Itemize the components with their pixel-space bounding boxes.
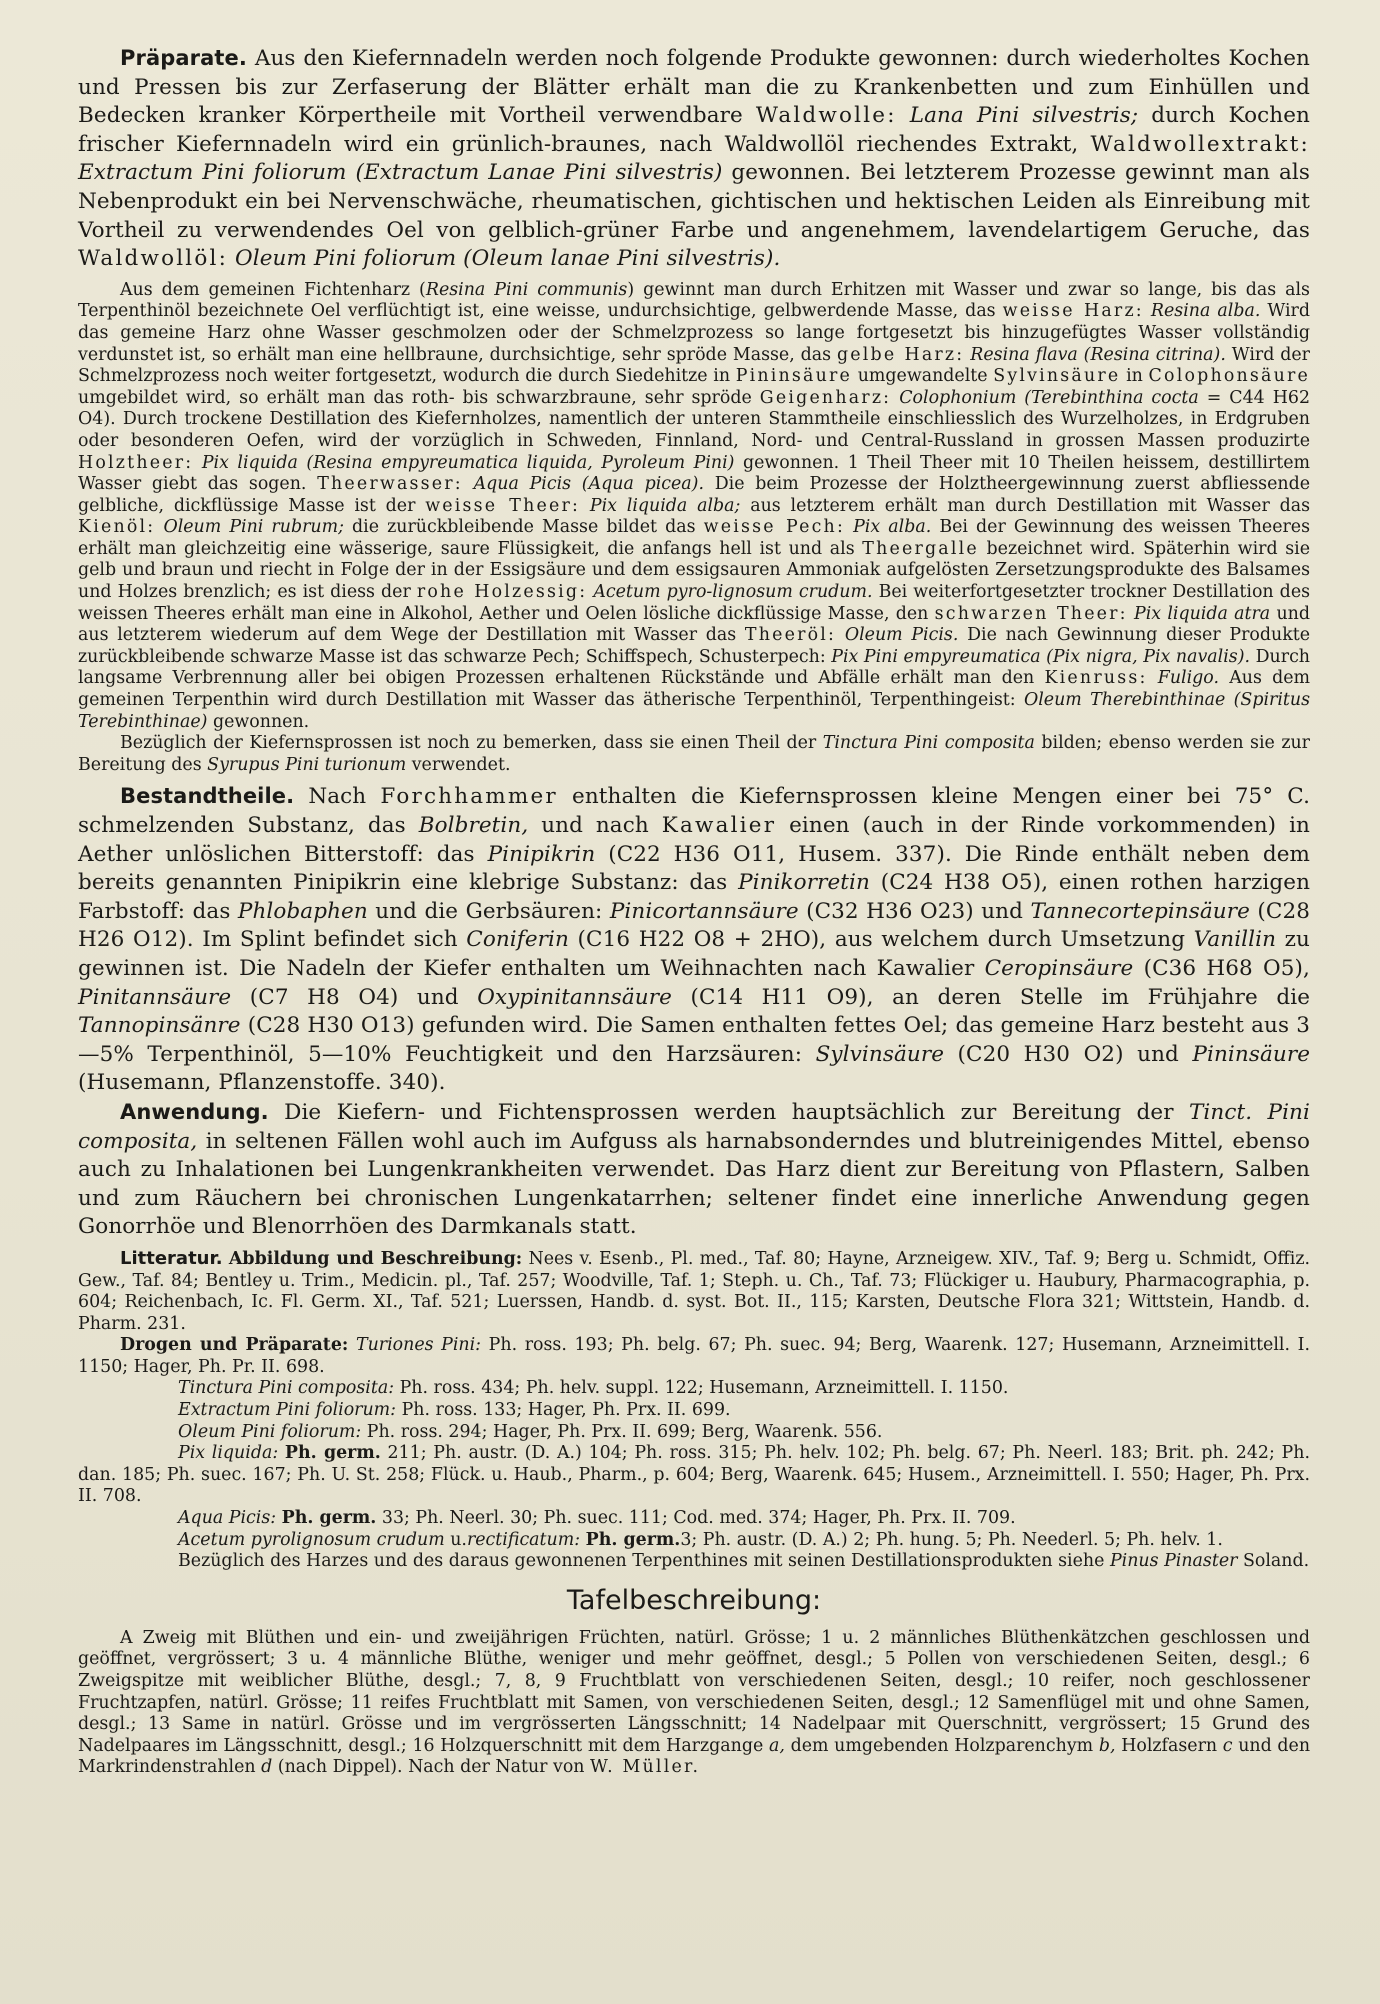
text: in seltenen Fällen wohl auch im Aufguss als harnabsonderndes und blutreinigendes Mittel, ebenso auch zu Inhalationen bei Lungenkrankheiten verwendet. Das Harz dient zur Bereitung von Pflastern, Salben und zum Räuchern bei chronischen Lungenkatarrhen; seltener findet eine innerliche Anwendung gegen Gonorrhöe und Blenorrhöen des Darmkanals statt. bbox=[78, 1128, 1310, 1240]
compound: Ceropinsäure bbox=[984, 955, 1134, 981]
formula: (C16 H22 O8 + 2HO), bbox=[577, 927, 827, 953]
subheading: Drogen und Präparate: bbox=[120, 1335, 349, 1356]
formula: (C36 H68 O5), bbox=[1143, 955, 1310, 981]
text: Bei weiterfortgesetzter trockner Destillation des weissen Theeres erhält man eine in Alkohol, Aether und Oelen lösliche dickflüssige Masse, den bbox=[78, 582, 1311, 624]
text: umgebildet wird, so erhält man das roth- bis schwarzbraune, sehr spröde bbox=[78, 387, 752, 408]
formula: (C7 H8 O4) bbox=[249, 984, 399, 1010]
section-harz bbox=[78, 280, 1310, 733]
text: aus letzterem erhält man durch Destillation mit Wasser das bbox=[750, 495, 1311, 516]
text: die zurückbleibende Masse bildet das bbox=[352, 517, 696, 538]
ph-germ: Ph. germ. bbox=[585, 1529, 681, 1550]
text: durch Kochen frischer Kiefernnadeln wird ein grünlich-braunes, nach Waldwollöl riechendes Extrakt, bbox=[78, 103, 1310, 157]
compound: Coniferin bbox=[466, 927, 569, 953]
formula: (C28 H30 O13) bbox=[247, 1013, 415, 1039]
text: Ph. ross. 294; Hager, Ph. Prx. II. 699; Berg, Waarenk. 556. bbox=[366, 1421, 883, 1442]
text: Ph. ross. 193; Ph. belg. 67; Ph. suec. 94; Berg, Waarenk. 127; Husemann, Arzneimittell. I. 1150; Hager, Ph. Pr. II. 698. bbox=[78, 1335, 1311, 1377]
compound: Oxypinitannsäure bbox=[477, 984, 672, 1010]
litteratur-acetum bbox=[78, 1530, 1310, 1552]
text: umgewandelte bbox=[857, 366, 988, 387]
latin: Turiones Pini: bbox=[355, 1335, 482, 1356]
section-sprossen bbox=[78, 733, 1310, 776]
term: Sylvinsäure bbox=[993, 366, 1121, 387]
text: und bbox=[1137, 1041, 1179, 1067]
latin: Acetum pyro-lignosum crudum. bbox=[593, 582, 873, 603]
term: Kienruss: bbox=[1044, 668, 1148, 689]
text: einen rothen harzigen Farbstoff: das bbox=[78, 870, 1311, 924]
text: 211; Ph. austr. (D. A.) 104; Ph. ross. 315; Ph. helv. 102; Ph. belg. 67; Ph. Neerl. 183; Brit. ph. 242; Ph. dan. 185; Ph. suec. 167; Ph. U. St. 258; Flück. u. Haub., Pharm., p. 604; Berg, Waarenk. 645; Husem., Arzneimittell. I. 550; Hager, Ph. Prx. II. 708. bbox=[78, 1443, 1310, 1507]
label: a, bbox=[768, 1735, 785, 1756]
litteratur-aqua bbox=[78, 1508, 1310, 1530]
term: Theeröl: bbox=[744, 625, 837, 646]
compound: Pinitannsäure bbox=[78, 984, 232, 1010]
text: Die beim Prozesse der Holztheergewinnung zuerst abfliessende gelbliche, dickflüssige Masse ist der bbox=[78, 474, 1311, 516]
compound: Tannopinsänre bbox=[78, 1013, 241, 1039]
text: Bezüglich der Kiefernsprossen ist noch zu bemerken, dass sie einen Theil der bbox=[120, 733, 817, 754]
compound: Vanillin bbox=[1193, 927, 1277, 953]
author: Forchhammer bbox=[380, 784, 558, 810]
heading-bestandtheile: Bestandtheile. bbox=[120, 784, 295, 809]
term-extrakt: Waldwollextrakt: bbox=[1090, 131, 1310, 157]
formula: (C32 H36 O23) bbox=[806, 898, 974, 924]
text: Aus dem gemeinen Fichtenharz ( bbox=[120, 279, 426, 300]
formula: (C28 H26 O12). bbox=[78, 898, 1311, 953]
latin: Resina Pini communis bbox=[425, 279, 628, 300]
latin: Pix liquida alba; bbox=[589, 495, 741, 516]
text: und den Markrindenstrahlen bbox=[78, 1735, 1311, 1778]
text: (nach Dippel). Nach der Natur von bbox=[277, 1757, 585, 1778]
text: verwendet. bbox=[411, 754, 511, 775]
formula: = C44 H62 O4). bbox=[78, 387, 1311, 430]
heading-tafelbeschreibung: Tafelbeschreibung: bbox=[566, 1584, 822, 1616]
text: Ph. ross. 434; Ph. helv. suppl. 122; Husemann, Arzneimittell. I. 1150. bbox=[399, 1378, 1009, 1399]
text: Wird der Schmelzprozess noch weiter fortgesetzt, wodurch die durch Siedehitze in bbox=[78, 344, 1310, 387]
latin: Extractum Pini foliorum: bbox=[178, 1400, 397, 1421]
latin: Aqua Picis: bbox=[178, 1508, 277, 1529]
section-litteratur bbox=[78, 1248, 1310, 1335]
litteratur-extractum bbox=[78, 1400, 1310, 1422]
compound: Pinikorretin bbox=[738, 870, 870, 896]
latin: Pix Pini empyreumatica (Pix nigra, Pix navalis). bbox=[831, 646, 1251, 667]
text: Bezüglich des Harzes und des daraus gewonnenen Terpenthines mit seinen Destillationsprodukten siehe bbox=[178, 1551, 1105, 1572]
latin: Resina alba. bbox=[1150, 301, 1261, 322]
text: und bbox=[416, 984, 459, 1010]
term: schwarzen Theer: bbox=[934, 603, 1128, 624]
text: und die Gerbsäuren: bbox=[375, 898, 603, 924]
compound: Bolbretin, bbox=[418, 813, 529, 838]
latin: Oleum Therebinthinae (Spiritus Terebinthinae) bbox=[78, 690, 1311, 732]
compound: Sylvinsäure bbox=[815, 1041, 945, 1067]
latin: Pix liquida (Resina empyreumatica liquida, Pyroleum Pini) bbox=[201, 452, 735, 473]
text: ) gewinnt man durch Erhitzen mit Wasser und zwar so lange, bis das als Terpenthinöl bezeichnete Oel verflüchtigt ist, eine weisse, undurchsichtige, gelbwerdende Masse, das bbox=[78, 279, 1310, 322]
term: Geigenharz: bbox=[759, 387, 892, 408]
term: rohe Holzessig: bbox=[416, 582, 588, 603]
text: bezeichnet wird. Späterhin wird sie gelb und braun und riecht in Folge der in der Essigsäure und dem essigsauren Ammoniak aufgelösten Zersetzungsprodukte des Balsames und Holzes brenzlich; es ist diess der bbox=[78, 538, 1310, 603]
text: Aus dem gemeinen Terpenthin wird durch Destillation mit Wasser das ätherische Terpenthinöl, Terpenthingeist: bbox=[78, 668, 1311, 711]
text: aus welchem durch Umsetzung bbox=[834, 927, 1186, 953]
author: Kawalier bbox=[661, 813, 777, 838]
text: Nees v. Esenb., Pl. med., Taf. 80; Hayne, Arzneigew. XIV., Taf. 9; Berg u. Schmidt, Offiz. Gew., Taf. 84; Bentley u. Trim., Medicin. pl., Taf. 257; Woodville, Taf. 1; Steph. u. Ch., Taf. 73; Flückiger u. Haubury, Pharmacographia, p. 604; Reichenbach, Ic. Fl. Germ. XI., Taf. 521; Luerssen, Handb. d. syst. Bot. II., 115; Karsten, Deutsche Flora 321; Wittstein, Handb. d. Pharm. 231. bbox=[78, 1248, 1311, 1334]
litteratur-harz bbox=[78, 1551, 1310, 1573]
author: W. Müller. bbox=[590, 1757, 701, 1778]
latin: Tinctura Pini composita: bbox=[178, 1378, 395, 1399]
litteratur-tinctura bbox=[78, 1378, 1310, 1400]
text: gewonnen. bbox=[212, 711, 310, 732]
term: gelbe Harz: bbox=[836, 344, 965, 365]
latin: Aqua Picis (Aqua picea). bbox=[473, 474, 704, 495]
text: Die nach Gewinnung dieser Produkte zurückbleibende schwarze Masse ist das schwarze Pech; Schiffspech, Schusterpech: bbox=[78, 625, 1311, 667]
term: weisse Harz: bbox=[1002, 301, 1144, 322]
term: Theergalle bbox=[862, 538, 979, 559]
text: Soland. bbox=[1242, 1551, 1310, 1572]
text: Die Rinde enthält neben dem bereits genannten Pinipikrin eine klebrige Substanz: das bbox=[78, 841, 1311, 896]
compound: Pininsäure bbox=[1192, 1041, 1311, 1067]
text: Durch trockene Destillation des Kiefernholzes, namentlich der unteren Stammtheile einschliesslich des Wurzelholzes, in Erdgruben oder besonderen Oefen, wird der vorzüglich in Schweden, Finnland, Nord- und Central-Russland in grossen Massen produzirte bbox=[78, 409, 1310, 451]
ph-germ: Ph. germ. bbox=[284, 1443, 381, 1464]
formula: (C14 H11 O9), bbox=[690, 984, 874, 1010]
text: 33; Ph. Neerl. 30; Ph. suec. 111; Cod. med. 374; Hager, Ph. Prx. II. 709. bbox=[381, 1508, 1016, 1529]
latin: Resina flava (Resina citrina). bbox=[970, 344, 1226, 365]
text: zu gewinnen ist. Die Nadeln der Kiefer enthalten um Weihnachten nach Kawalier bbox=[78, 927, 1310, 981]
text: Durch langsame Verbrennung aller bei obigen Prozessen erhaltenen Rückstände und Abfälle erhält man den bbox=[78, 646, 1311, 689]
label: d bbox=[261, 1757, 273, 1778]
section-tafel bbox=[78, 1628, 1310, 1779]
term-waldwolloel: Waldwollöl: bbox=[78, 246, 229, 272]
text: in bbox=[1126, 366, 1143, 387]
compound: Pinipikrin bbox=[487, 841, 596, 867]
latin-extractum2: (Extractum Lanae Pini silvestris) bbox=[355, 160, 723, 186]
latin: Oleum Picis. bbox=[844, 625, 959, 646]
text: gewonnen. Bei letzterem Prozesse gewinnt man als Nebenprodukt ein bei Nervenschwäche, rheumatischen, gichtischen und hektischen Leiden als Einreibung mit Vortheil zu verwendendes Oel von gelblich-grüner Farbe und angenehmem, lavendelartigem Geruche, das bbox=[78, 160, 1310, 243]
term: weisse Pech: bbox=[703, 517, 846, 538]
latin: Tinct. Pini composita, bbox=[78, 1099, 1310, 1154]
text: Holzfasern bbox=[1121, 1735, 1218, 1756]
text: 3; Ph. austr. (D. A.) 2; Ph. hung. 5; Ph. Neederl. 5; Ph. helv. 1. bbox=[680, 1529, 1223, 1550]
latin-oleum: Oleum Pini foliorum (Oleum lanae Pini silvestris). bbox=[235, 246, 781, 272]
text: und aus letzterem wiederum auf dem Wege der Destillation mit Wasser das bbox=[78, 603, 1310, 646]
latin-extractum: Extractum Pini foliorum bbox=[78, 160, 347, 186]
latin: Pix liquida atra bbox=[1134, 603, 1271, 624]
litteratur-oleum bbox=[78, 1422, 1310, 1444]
text: A Zweig mit Blüthen und ein- und zweijährigen Früchten, natürl. Grösse; 1 u. 2 männliches Blüthenkätzchen geschlossen und geöffnet, vergrössert; 3 u. 4 männliche Blüthe, weniger und mehr geöffnet, desgl.; 5 Pollen von verschiedenen Seiten, desgl.; 6 Zweigspitze mit weiblicher Blüthe, desgl.; 7, 8, 9 Fruchtblatt von verschiedenen Seiten, desgl.; 10 reifer, noch geschlossener Fruchtzapfen, natürl. Grösse; 11 reifes Fruchtblatt mit Samen, von verschiedenen Seiten, desgl.; 12 Samenflügel mit und ohne Samen, desgl.; 13 Same in natürl. Grösse und im vergrösserten Längsschnitt; 14 Nadelpaar mit Querschnitt, vergrössert; 15 Grund des Nadelpaares im Längsschnitt, desgl.; 16 Holzquerschnitt mit dem Harzgange bbox=[78, 1627, 1310, 1756]
heading-anwendung: Anwendung. bbox=[120, 1099, 269, 1124]
latin: Syrupus Pini turionum bbox=[207, 754, 407, 775]
text: Wird das gemeine Harz ohne Wasser geschmolzen oder der Schmelzprozess so lange fortgesetzt bis hinzugefügtes Wasser vollständig verdunstet ist, so erhält man eine hellbraune, durchsichtige, sehr spröde Masse, das bbox=[78, 301, 1310, 365]
text: Nach bbox=[308, 784, 367, 810]
formula: (C24 H38 O5), bbox=[880, 870, 1049, 896]
term: Theerwasser: bbox=[317, 474, 463, 495]
text: und bbox=[981, 898, 1023, 924]
text: und nach bbox=[541, 813, 649, 838]
text: bilden; ebenso werden sie zur Bereitung des bbox=[78, 733, 1310, 775]
latin: Pix liquida: bbox=[178, 1443, 279, 1464]
term: weisse Theer: bbox=[425, 495, 581, 516]
text: dem umgebenden Holzparenchym bbox=[790, 1735, 1094, 1756]
text: (Husemann, Pflanzenstoffe. 340). bbox=[78, 1070, 446, 1096]
term: Colophonsäure bbox=[1148, 366, 1311, 387]
compound: Phlobaphen bbox=[237, 898, 368, 924]
litteratur-drogen bbox=[78, 1335, 1310, 1378]
latin: Oleum Pini foliorum: bbox=[178, 1421, 362, 1442]
latin: rectificatum: bbox=[466, 1529, 581, 1550]
compound: Tannecortepinsäure bbox=[1030, 898, 1250, 924]
latin-lana: Lana Pini silvestris; bbox=[909, 103, 1139, 129]
latin: Pix alba. bbox=[853, 517, 932, 538]
latin: Colophonium (Terebinthina cocta bbox=[899, 387, 1199, 408]
latin: Oleum Pini rubrum; bbox=[163, 517, 344, 538]
text: einen (auch in der Rinde vorkommenden) in Aether unlöslichen Bitterstoff: das bbox=[78, 813, 1310, 867]
text: Bei der Gewinnung des weissen Theeres erhält man gleichzeitig eine wässerige, saure Flüssigkeit, die anfangs hell ist und als bbox=[78, 517, 1311, 559]
ph-germ: Ph. germ. bbox=[281, 1508, 377, 1529]
latin: Acetum pyrolignosum crudum bbox=[178, 1529, 445, 1550]
latin: Fuligo. bbox=[1157, 668, 1219, 689]
text: an deren Stelle im Frühjahre die bbox=[892, 984, 1311, 1010]
text: gefunden wird. Die Samen enthalten fettes Oel; das gemeine Harz besteht aus 3—5% Terpenthinöl, 5—10% Feuchtigkeit und den Harzsäuren: bbox=[78, 1013, 1310, 1067]
section-bestandtheile bbox=[78, 782, 1310, 1098]
latin: Tinctura Pini composita bbox=[822, 733, 1035, 754]
text: gewonnen. 1 Theil Theer mit 10 Theilen heissem, destillirtem Wasser giebt das sogen. bbox=[78, 452, 1310, 495]
compound: Pinicortannsäure bbox=[609, 898, 799, 924]
formula: (C20 H30 O2) bbox=[957, 1041, 1124, 1067]
term: Kienöl: bbox=[78, 517, 156, 538]
label: c bbox=[1222, 1735, 1233, 1756]
label: b, bbox=[1098, 1735, 1116, 1756]
term-waldwolle: Waldwolle: bbox=[755, 103, 897, 129]
text: u. bbox=[450, 1529, 467, 1550]
term: Holztheer: bbox=[78, 452, 194, 473]
heading-litteratur: Litteratur. bbox=[120, 1247, 223, 1269]
text: Ph. ross. 133; Hager, Ph. Prx. II. 699. bbox=[401, 1400, 731, 1421]
text: Aus den Kiefernnadeln werden noch folgende Produkte gewonnen: durch wiederholtes Kochen und Pressen bis zur Zerfaserung der Blätter erhält man die zu Krankenbetten und zum Einhüllen und Bedecken kranker Körpertheile mit Vortheil verwendbare bbox=[78, 46, 1310, 129]
formula: (C22 H36 O11, Husem. 337). bbox=[608, 841, 952, 867]
section-anwendung bbox=[78, 1098, 1310, 1242]
text-column bbox=[78, 44, 1310, 1779]
latin: Pinus Pinaster bbox=[1109, 1551, 1238, 1572]
litteratur-pix bbox=[78, 1443, 1310, 1508]
text: Im Splint befindet sich bbox=[202, 927, 458, 953]
text: enthalten die Kiefernsprossen kleine Mengen einer bei 75° C. schmelzenden Substanz, das bbox=[78, 784, 1311, 838]
term: Pininsäure bbox=[735, 366, 853, 387]
heading-praeparate: Präparate. bbox=[120, 46, 247, 70]
subheading: Abbildung und Beschreibung: bbox=[228, 1248, 523, 1269]
text: Die Kiefern- und Fichtensprossen werden hauptsächlich zur Bereitung der bbox=[284, 1099, 1174, 1125]
section-praeparate bbox=[78, 44, 1310, 274]
